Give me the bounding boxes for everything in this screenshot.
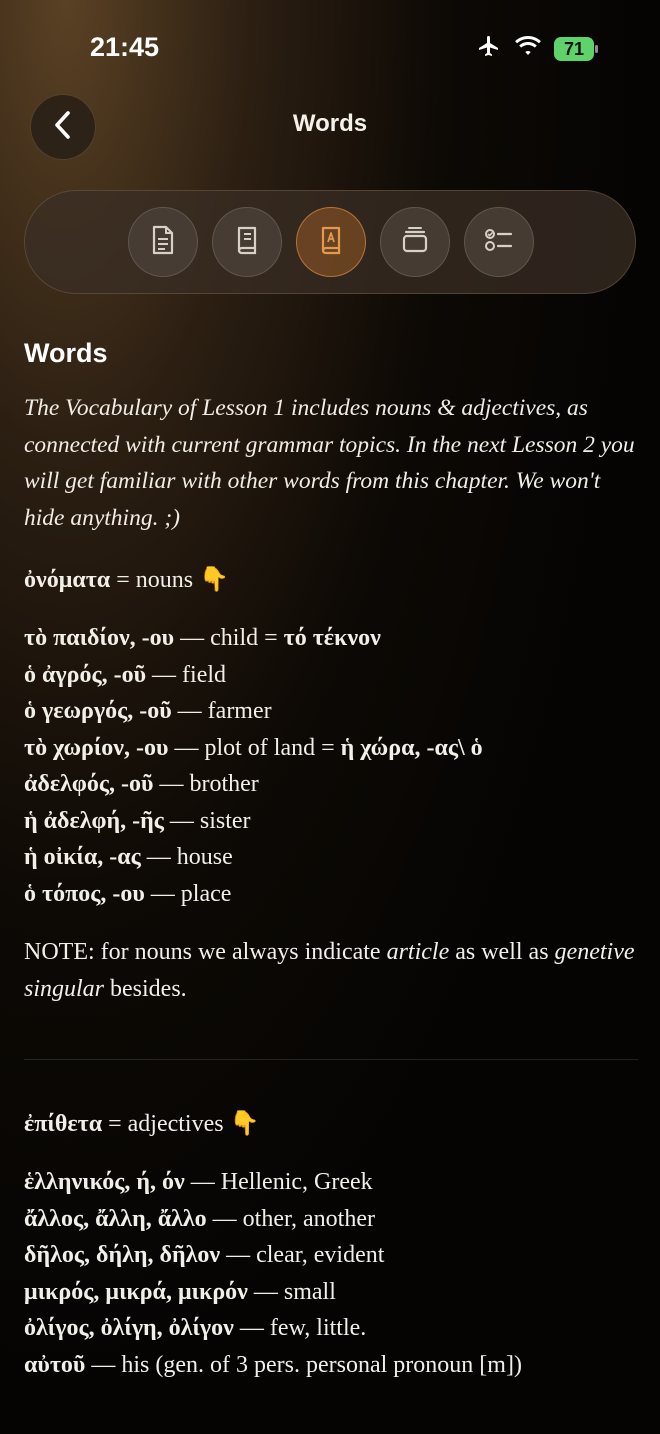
main-content [24, 334, 638, 1383]
wifi-icon [514, 35, 542, 62]
document-icon [150, 225, 176, 260]
nouns-list [24, 620, 638, 912]
status-time: 21:45 [90, 32, 160, 62]
adjectives-title-greek: ἐπίθετα [24, 1111, 103, 1137]
list-item: μικρός, μικρά, μικρόν — small [24, 1278, 336, 1305]
page-title: Words [292, 110, 368, 137]
adjectives-list [24, 1164, 638, 1383]
pointing-down-icon: 👇 [229, 1111, 260, 1137]
tab-cards[interactable] [380, 207, 450, 277]
intro-text: The Vocabulary of Lesson 1 includes nouns & adjectives, as connected with current grammar topics. In the next Lesson 2 you will get familiar with other words from this chapter. We won't hide anything. ;) [24, 395, 635, 531]
status-bar [0, 0, 660, 96]
list-item: ἑλληνικός, ή, όν — Hellenic, Greek [24, 1169, 373, 1195]
airplane-icon [476, 34, 502, 63]
list-item: τὸ χωρίον, -ου — plot of land = ἡ χώρα, -ας\ ὁ [24, 734, 483, 761]
list-item: ἡ οἰκία, -ας — house [24, 844, 233, 870]
checklist-icon [484, 226, 514, 259]
divider [24, 1059, 638, 1060]
battery-icon [554, 37, 598, 61]
list-item: ὁ τόπος, -ου — place [24, 880, 232, 907]
tab-quiz[interactable] [464, 207, 534, 277]
cards-icon [401, 226, 429, 259]
nouns-title-greek: ὀνόματα [24, 567, 111, 593]
dictionary-icon [318, 225, 344, 260]
book-icon [234, 225, 260, 260]
list-item: τὸ παιδίον, -ου — child = τό τέκνον [24, 625, 381, 651]
nav-bar [0, 92, 660, 162]
list-item: αὐτοῦ — his (gen. of 3 pers. personal pronoun [m]) [24, 1351, 522, 1378]
list-item: δῆλος, δήλη, δῆλον — clear, evident [24, 1242, 385, 1268]
nouns-note: NOTE: for nouns we always indicate article as well as genetive singular besides. [24, 939, 635, 1002]
section-heading: Words [24, 338, 108, 368]
pointing-down-icon: 👇 [199, 567, 229, 593]
tab-reading[interactable] [212, 207, 282, 277]
tab-words[interactable] [296, 207, 366, 277]
list-item: ὁ ἀγρός, -οῦ — field [24, 661, 227, 688]
nouns-title [24, 562, 638, 598]
tab-text[interactable] [128, 207, 198, 277]
adjectives-title [24, 1106, 638, 1142]
section-toolbar [24, 190, 636, 294]
list-item: ἡ ἀδελφή, -ῆς — sister [24, 807, 251, 834]
list-item: ἄλλος, ἄλλη, ἄλλο — other, another [24, 1205, 375, 1232]
status-icons [476, 34, 598, 63]
list-item: ἀδελφός, -οῦ — brother [24, 771, 259, 797]
list-item: ὁ γεωργός, -οῦ — farmer [24, 698, 272, 724]
adjectives-title-english: = adjectives [102, 1111, 224, 1137]
battery-percent: 71 [563, 38, 585, 59]
list-item: ὀλίγος, ὀλίγη, ὀλίγον — few, little. [24, 1315, 367, 1341]
nouns-title-english: = nouns [110, 567, 194, 593]
